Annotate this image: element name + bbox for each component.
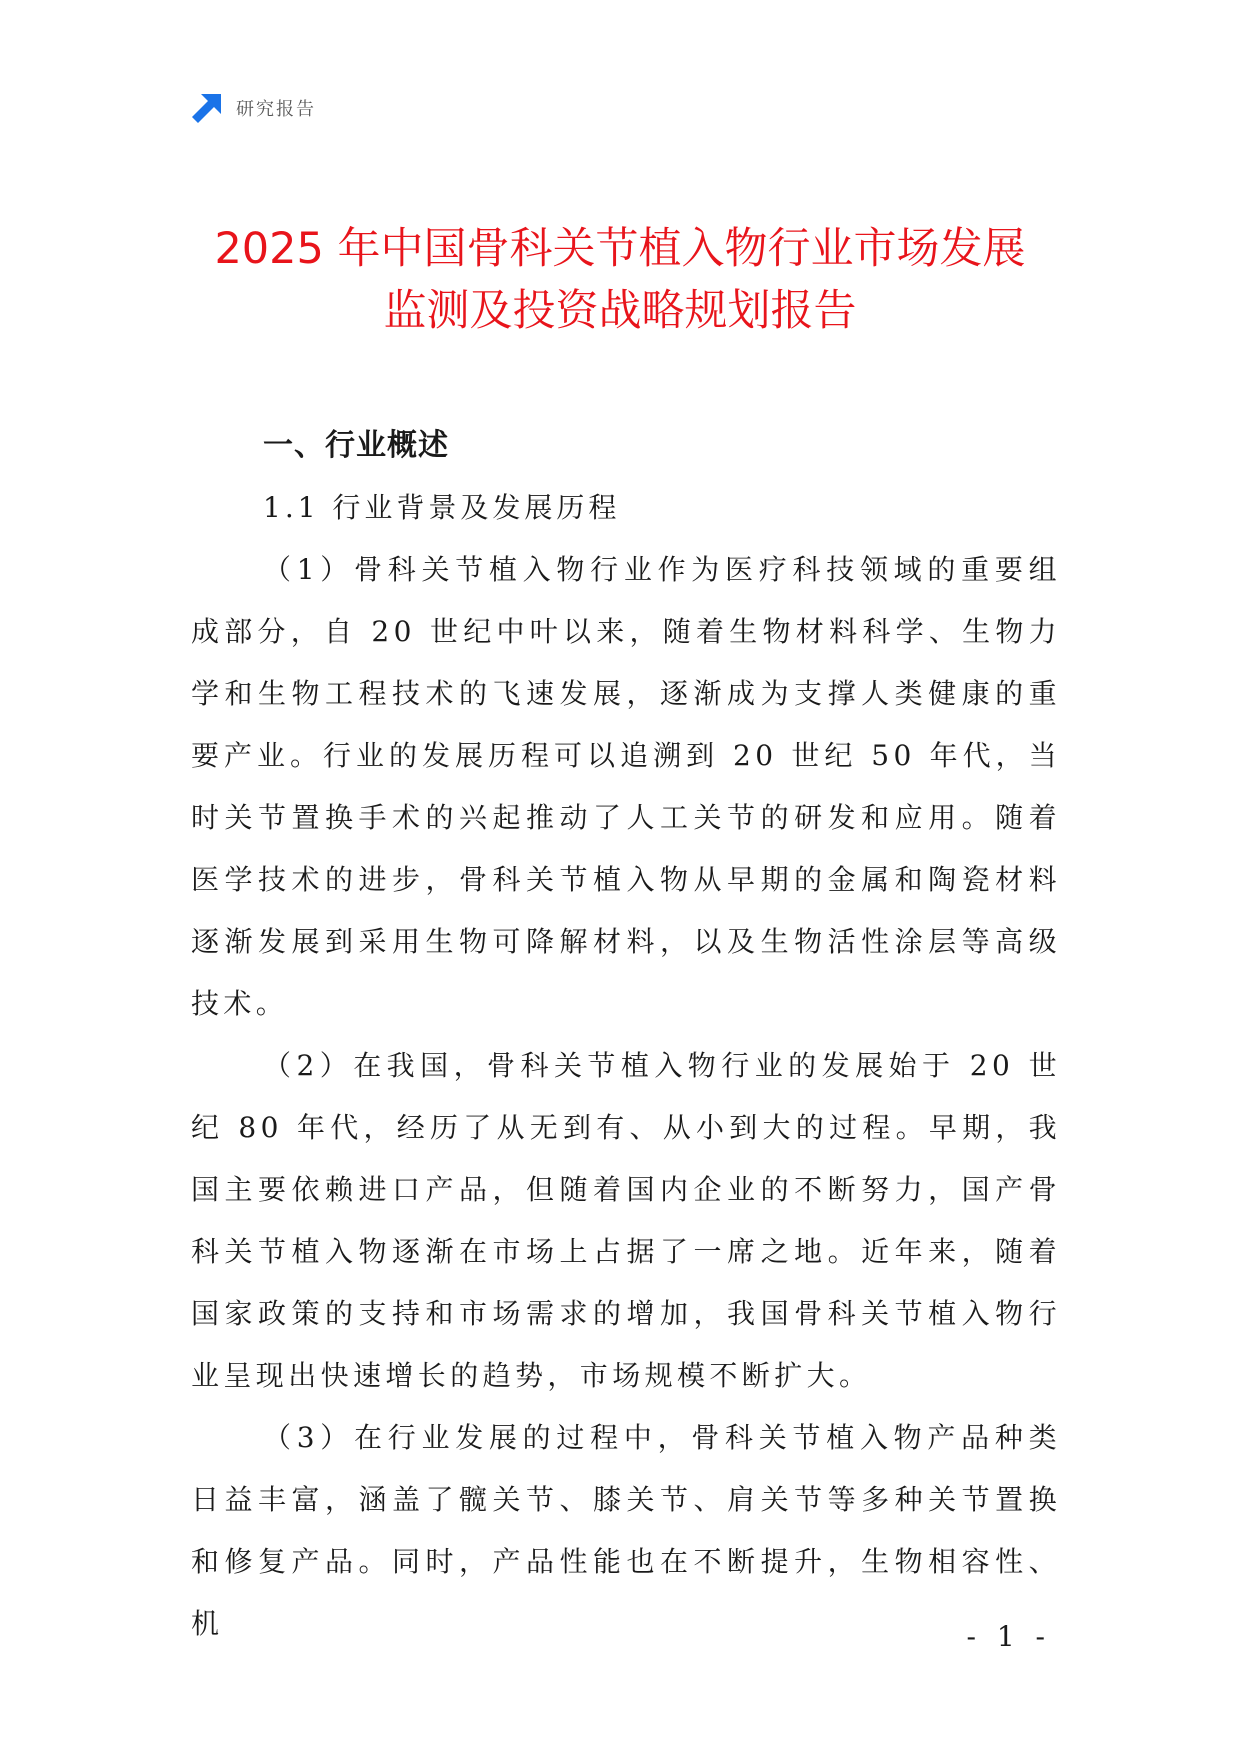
page-header <box>191 88 316 128</box>
paragraph-1: （1）骨科关节植入物行业作为医疗科技领域的重要组成部分，自 20 世纪中叶以来，随着生物材料科学、生物力学和生物工程技术的飞速发展，逐渐成为支撑人类健康的重要产业。行业的发展历程可以追溯到 20 世纪 50 年代，当时关节置换手术的兴起推动了人工关节的研发和应用。随着医学技术的进步，骨科关节植入物从早期的金属和陶瓷材料逐渐发展到采用生物可降解材料，以及生物活性涂层等高级技术。 <box>191 553 1061 1020</box>
page-number: - 1 - <box>966 1620 1051 1653</box>
arrow-up-right-icon <box>191 92 223 124</box>
document-title-line-2: 监测及投资战略规划报告 <box>383 286 857 336</box>
document-title-line-1: 2025 年中国骨科关节植入物行业市场发展 <box>214 224 1026 274</box>
paragraph-2: （2）在我国，骨科关节植入物行业的发展始于 20 世纪 80 年代，经历了从无到有、从小到大的过程。早期，我国主要依赖进口产品，但随着国内企业的不断努力，国产骨科关节植入物逐渐在市场上占据了一席之地。近年来，随着国家政策的支持和市场需求的增加，我国骨科关节植入物行业呈现出快速增长的趋势，市场规模不断扩大。 <box>191 1049 1061 1392</box>
document-body <box>191 415 1061 1655</box>
section-heading: 一、行业概述 <box>263 428 449 463</box>
paragraph-3: （3）在行业发展的过程中，骨科关节植入物产品种类日益丰富，涵盖了髋关节、膝关节、肩关节等多种关节置换和修复产品。同时，产品性能也在不断提升，生物相容性、机 <box>191 1421 1061 1640</box>
document-title <box>140 218 1100 342</box>
subsection-heading: 1.1 行业背景及发展历程 <box>263 491 621 524</box>
header-label: 研究报告 <box>236 99 316 120</box>
